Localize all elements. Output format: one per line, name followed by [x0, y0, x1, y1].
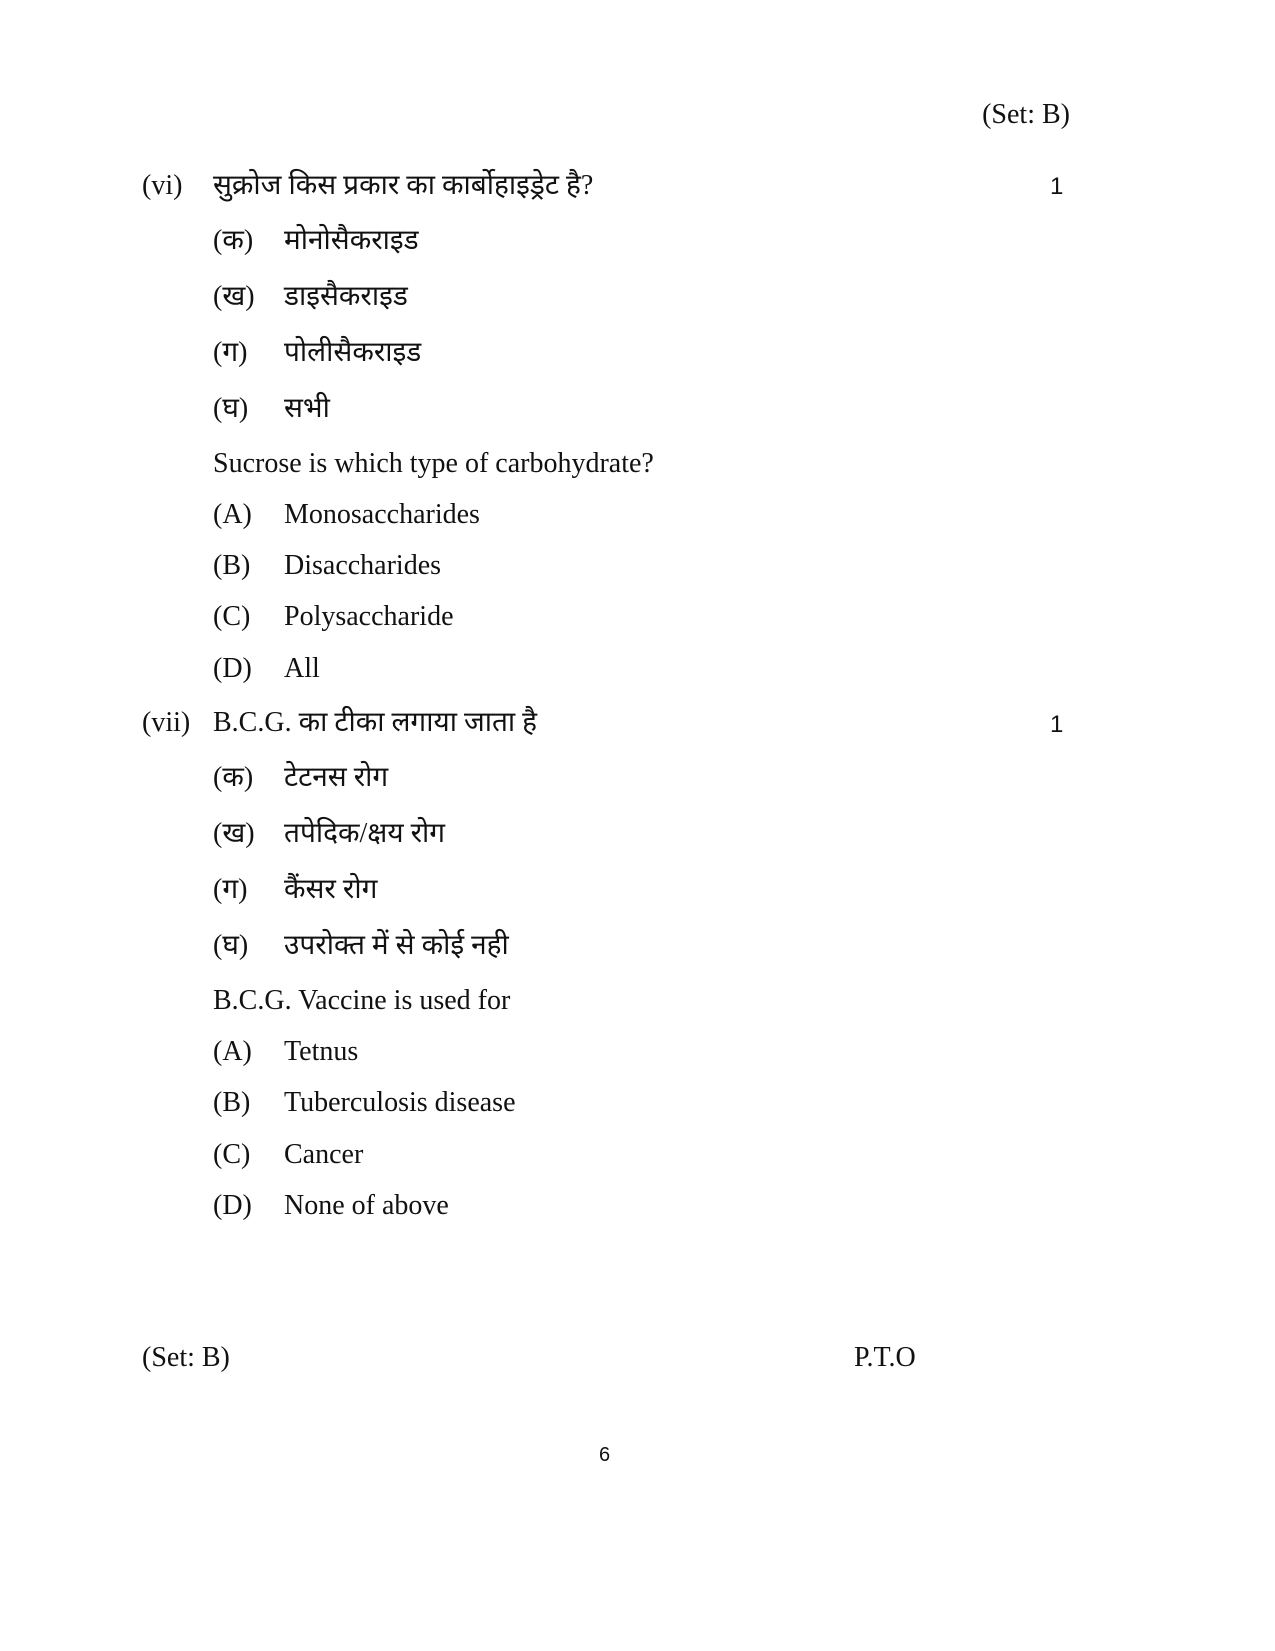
option-text-english: Polysaccharide — [284, 601, 454, 632]
question-number: (vii) — [142, 707, 191, 738]
option-text-english: None of above — [284, 1190, 449, 1221]
pto-label: P.T.O — [854, 1342, 916, 1373]
option-text-english: Tuberculosis disease — [284, 1087, 516, 1118]
option-text-hindi: उपरोक्त में से कोई नही — [284, 930, 509, 961]
option-text-english: Tetnus — [284, 1036, 359, 1067]
question-text-english: B.C.G. Vaccine is used for — [213, 985, 511, 1016]
option-label: (A) — [213, 499, 252, 530]
option-text-hindi: डाइसैकराइड — [284, 281, 408, 312]
option-label: (ग) — [213, 337, 248, 368]
option-text-english: Monosaccharides — [284, 499, 480, 530]
page-number: 6 — [599, 1444, 611, 1466]
header-set-label: (Set: B) — [982, 99, 1070, 130]
option-label: (D) — [213, 1190, 252, 1221]
option-label: (क) — [213, 225, 254, 256]
question-text-english: Sucrose is which type of carbohydrate? — [213, 448, 654, 479]
option-label: (ख) — [213, 281, 255, 312]
option-label: (घ) — [213, 930, 249, 961]
question-number: (vi) — [142, 170, 183, 201]
question-marks: 1 — [1050, 711, 1064, 738]
option-label: (C) — [213, 601, 251, 632]
option-text-hindi: मोनोसैकराइड — [284, 225, 419, 256]
option-text-english: Disaccharides — [284, 550, 442, 581]
option-label: (B) — [213, 550, 251, 581]
question-text-hindi: सुक्रोज किस प्रकार का कार्बोहाइड्रेट है? — [213, 170, 594, 201]
option-label: (A) — [213, 1036, 252, 1067]
option-label: (ख) — [213, 818, 255, 849]
option-text-english: Cancer — [284, 1139, 364, 1170]
option-text-english: All — [284, 653, 320, 684]
question-text-hindi: B.C.G. का टीका लगाया जाता है — [213, 707, 538, 738]
question-marks: 1 — [1050, 173, 1064, 200]
option-text-hindi: पोलीसैकराइड — [284, 337, 422, 368]
footer-set-label: (Set: B) — [142, 1342, 230, 1373]
option-label: (D) — [213, 653, 252, 684]
option-label: (घ) — [213, 393, 249, 424]
option-label: (ग) — [213, 874, 248, 905]
option-label: (क) — [213, 762, 254, 793]
option-text-hindi: टेटनस रोग — [284, 762, 389, 793]
option-text-hindi: तपेदिक/क्षय रोग — [284, 818, 446, 849]
option-label: (C) — [213, 1139, 251, 1170]
option-label: (B) — [213, 1087, 251, 1118]
option-text-hindi: कैंसर रोग — [284, 874, 378, 905]
option-text-hindi: सभी — [284, 393, 330, 424]
